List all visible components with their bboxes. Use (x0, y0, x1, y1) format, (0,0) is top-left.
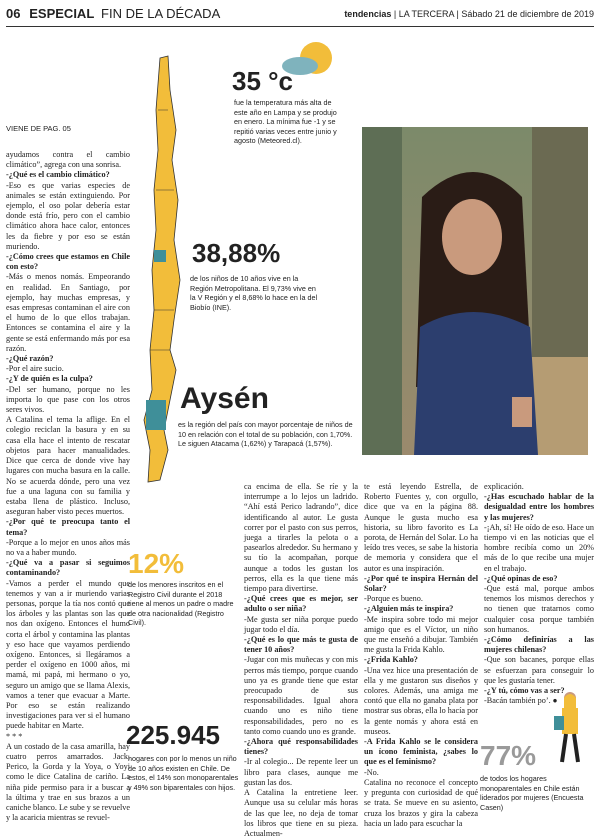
article-column-4 (484, 482, 594, 706)
stat-pct-rm-value: 38,88% (192, 238, 281, 268)
portrait-photo (362, 127, 588, 455)
article-paragraph: -Jugar con mis muñecas y con mis perros más tiempo, porque cuando uno ya es grande tiene que estar preocupado de sus responsabilidades. Igual ahora cuando uno es niño tiene responsabilidades, pero no es tanto como cuando uno es grande. (244, 655, 358, 736)
stat-77pct-value: 77% (480, 740, 537, 771)
interview-question: -¿Por qué te inspira Hernán del Solar? (364, 573, 478, 594)
interview-question: -¿Frida Kahlo? (364, 655, 418, 665)
interview-question: -¿Y tú, cómo vas a ser? (484, 686, 565, 696)
stat-77pct-text: de todos los hogares monoparentales en Chile están liderados por mujeres (Encuesta Casen) (480, 774, 584, 812)
article-column-2 (244, 482, 358, 839)
article-paragraph: -Bacán también po’. ● (484, 696, 558, 706)
stat-12pct-text: de los menores inscritos en el Registro Civil durante el 2018 tiene al menos un padre o madre de otra nacionalidad (Registro Civil). (128, 580, 234, 627)
article-paragraph: -Eso es que varias especies de animales se están extinguiendo. Por ejemplo, el oso polar debería estar donde está frío, pero con el cambio climático ahora hace calor, entonces les da fiebre y por eso se están muriendo. (6, 180, 130, 251)
article-paragraph: A Catalina el tema la aflige. En el colegio reciclan la basura y en su casa ella hace el intento de rescatar objetos para hacer manualidades. Dice que cerca de donde vive hay lugares con mucha basura en la calle. No se acuerda dónde, pero una vez fue a una laguna con su familia y estaba llena de plástico. Incluso, aseguran haber visto peces muertos. (6, 415, 130, 517)
article-paragraph: A un costado de la casa amarilla, hay cuatro perros amarrados. Jack, Perico, la Gorda y la Yoya, o Yoyi como le dice Catalina de cariño. La niña pide permiso para ir a buscar a la última y trae en sus brazos a un caniche blanco. Le sube y se revuelve y la acaricia mientras se revuel- (6, 741, 130, 823)
article-paragraph: -Que son bacanes, porque ellas se esfuerzan para conseguir lo que les gustaría tener. (484, 655, 594, 685)
article-paragraph: -Una vez hice una presentación de ella y me gustaron sus diseños y colores. Además, una amiga me contó que ella no ganaba plata por mostrar sus obras, ella lo hacía por la gente nomás y ahora está en museos. (364, 665, 478, 736)
interview-question: -¿Alguien más te inspira? (364, 604, 454, 614)
interview-question: -¿Y de quién es la culpa? (6, 374, 93, 384)
article-paragraph: * * * (6, 731, 23, 741)
article-paragraph: -Vamos a perder el mundo que tenemos y van a ir muriendo varias personas, porque la tía nos contó que los árboles y las plantas son las que nos dan oxígeno. Entonces el humo corta el árbol y contamina las plantas y eso hace que vayamos perdiendo oxígeno. Entonces, si llegáramos a perder el oxígeno en 1000 años, mi mamá, mi papá, mi hermano o yo, seguro un amigo que se llama Alexis, vamos a tener que evacuar a Marte. Por eso se están realizando investigaciones para ver si el humano puede habitar en Marte. (6, 578, 130, 731)
interview-question: -¿Cómo crees que estamos en Chile con esto? (6, 252, 130, 272)
issue-date: Sábado 21 de diciembre de 2019 (461, 9, 594, 19)
stat-pct-rm-text: de los niños de 10 años vive en la Región Metropolitana. El 9,73% vive en la V Región y el 8,68% lo hace en la del Biobío (INE). (190, 274, 318, 312)
interview-question: -¿Cómo definirías a las mujeres chilenas? (484, 635, 594, 655)
stat-temperature-value: 35 °c (232, 66, 294, 96)
article-paragraph: -Más o menos nomás. Empeorando en realidad. En Santiago, por ejemplo, hay muchas empresas, y esas empresas contaminan el aire con el humo de lo que ellos trabajan. Entonces se contamina el aire y la gente se está enfermando más por esa razón. (6, 272, 130, 353)
stat-aysen-value: Aysén (180, 382, 269, 415)
interview-question: -¿Qué va a pasar si seguimos contaminando? (6, 558, 130, 578)
stat-temperature-text: fue la temperatura más alta de este año en Lampa y se produjo en enero. La mínima fue -1 y se repitió varias veces entre junio y agosto (Meteored.cl). (234, 98, 337, 145)
article-paragraph: -Porque a lo mejor en unos años más no va a haber mundo. (6, 537, 130, 557)
interview-question: -¿Qué opinas de eso? (484, 573, 558, 583)
article-paragraph: -Ir al colegio... De repente leer un libro para clases, aunque me gustan las dos. (244, 757, 358, 787)
article-column-1 (6, 150, 130, 823)
interview-question: -¿Has escuchado hablar de la desigualdad entre los hombres y las mujeres? (484, 492, 594, 522)
interview-question: -A Frida Kahlo se le considera un ícono feminista, ¿sabes lo que es el feminismo? (364, 737, 478, 767)
interview-question: -¿Qué razón? (6, 354, 54, 364)
newspaper-name: LA TERCERA (398, 9, 455, 19)
interview-question: -¿Qué es el cambio climático? (6, 170, 110, 180)
column-4-paragraphs (484, 482, 594, 706)
page-number: 06 (6, 6, 21, 21)
interview-question: -¿Por qué te preocupa tanto el tema? (6, 517, 130, 537)
stat-hogares-value: 225.945 (126, 720, 220, 750)
masthead: tendencias | LA TERCERA | Sábado 21 de diciembre de 2019 (344, 9, 594, 19)
article-paragraph: explicación. (484, 482, 524, 491)
article-paragraph: -Porque es bueno. (364, 594, 423, 604)
article-paragraph: -Me gusta ser niña porque puedo jugar todo el día. (244, 614, 358, 634)
stat-aysen-text: es la región del país con mayor porcentaje de niños de 10 en relación con el total de su población, con 1,70%. Le siguen Atacama (1,62%) y Tarapacá (1,57%). (178, 420, 353, 448)
article-paragraph: A Catalina la entretiene leer. Aunque usa su celular más horas de las que lee, no deja de tomar los libros que tiene en su pieza. Actualmen- (244, 788, 358, 838)
section-name: ESPECIAL (29, 6, 95, 21)
article-paragraph: -¡Ah, sí! He oído de eso. Hace un tiempo vi en las noticias que el hombre recibía como un 20% más de lo que recibe una mujer en el trabajo. (484, 522, 594, 573)
article-paragraph: -Que está mal, porque ambos tenemos los mismos derechos y no tienen que tratarnos como cualquier cosa porque también son humanos. (484, 584, 594, 634)
walking-woman-illustration (548, 690, 592, 770)
map-region-aysen (146, 400, 166, 430)
column-1-paragraphs (6, 150, 130, 823)
stat-hogares-text: hogares con por lo menos un niño de 10 años existen en Chile. De estos, el 14% son monoparentales y 49% son biparentales con hijos. (128, 754, 239, 792)
map-region-metropolitana (154, 250, 166, 262)
article-paragraph: -Por el aire sucio. (6, 364, 64, 374)
interview-question: -¿Ahora qué responsabilidades tienes? (244, 737, 358, 757)
article-paragraph: Catalina no reconoce el concepto y pregunta con curiosidad de qué se trata. Se mueve en su asiento, cruza los brazos y gira la cabeza hacia un lado para escuchar la (364, 777, 478, 828)
subsection-name: FIN DE LA DÉCADA (101, 6, 221, 21)
interview-question: -¿Qué crees que es mejor, ser adulto o ser niña? (244, 594, 358, 614)
column-2-paragraphs (244, 482, 358, 839)
article-column-3 (364, 482, 478, 829)
article-paragraph: -Me inspira sobre todo mi mejor amigo que es el Víctor, un niño que me enseñó a dibujar. También me gusta la Frida Kahlo. (364, 614, 478, 655)
article-paragraph: ayudamos contra el cambio climático”, agrega con una sonrisa. (6, 150, 130, 170)
article-paragraph: te está leyendo Estrella, de Roberto Fuentes y, con orgullo, dice que va en la página 88. Aunque le gusta mucho esa historia, su libro favorito es La porota, de Hernán del Solar. Lo ha leído tres veces, se sabe la historia de memoria y considera que el autor es una inspiración. (364, 482, 478, 573)
article-paragraph: ca encima de ella. Se ríe y la interrumpe a lo lejos un ladrido. “Ahí está Perico ladrando”, dice identificando al autor. Le gusta correr por el pasto con sus perros, juega a tirarles la pelota o a pasearlos alrededor. Su hermano y su tío la acompañan, porque aunque a todos les gustan los perros, ella es la que tiene más tiempo para divertirse. (244, 482, 358, 594)
article-paragraph: -Del ser humano, porque no les importa lo que pase con los otros seres vivos. (6, 384, 130, 415)
brand: tendencias (344, 9, 392, 19)
stat-12pct-value: 12% (128, 548, 185, 579)
interview-question: -¿Qué es lo que más te gusta de tener 10 años? (244, 635, 358, 655)
photo-illustration (362, 127, 588, 455)
jump-line: VIENE DE PAG. 05 (6, 124, 71, 133)
column-3-paragraphs (364, 482, 478, 829)
article-paragraph: -No. (364, 767, 379, 777)
page-header (6, 6, 594, 27)
